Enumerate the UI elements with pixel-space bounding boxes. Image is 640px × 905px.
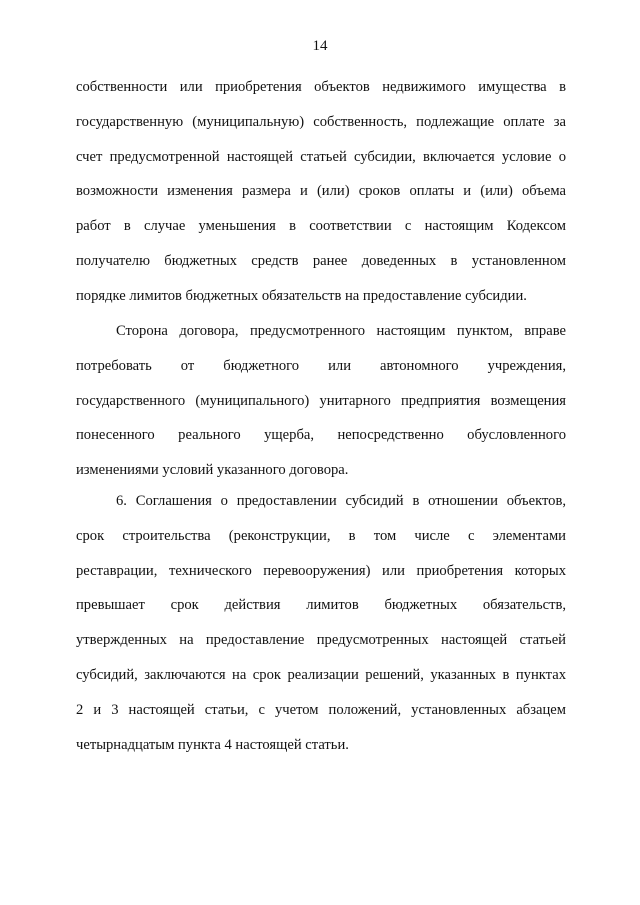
text-line: четырнадцатым пункта 4 настоящей статьи.	[76, 736, 349, 753]
text-line: изменениями условий указанного договора.	[76, 462, 349, 479]
text-line: государственную (муниципальную) собственность, подлежащие оплате за	[76, 113, 566, 130]
text-line: 2 и 3 настоящей статьи, с учетом положений, установленных абзацем	[76, 701, 566, 718]
text-line: получателю бюджетных средств ранее доведенных в установленном	[76, 252, 566, 269]
paragraph-continuation	[76, 70, 566, 314]
page-number: 14	[312, 38, 328, 54]
text-line: субсидий, заключаются на срок реализации решений, указанных в пунктах	[76, 666, 566, 683]
paragraph-item-6	[76, 484, 566, 762]
text-line: срок строительства (реконструкции, в том числе с элементами	[76, 527, 566, 544]
text-line: реставрации, технического перевооружения) или приобретения которых	[76, 562, 566, 579]
text-line: возможности изменения размера и (или) сроков оплаты и (или) объема	[76, 183, 566, 200]
text-line: государственного (муниципального) унитарного предприятия возмещения	[76, 392, 566, 409]
text-line: потребовать от бюджетного или автономного учреждения,	[76, 357, 566, 374]
paragraph-party-claim	[76, 314, 566, 488]
text-line: счет предусмотренной настоящей статьей субсидии, включается условие о	[76, 148, 566, 165]
text-line: превышает срок действия лимитов бюджетных обязательств,	[76, 597, 566, 614]
text-line: утвержденных на предоставление предусмотренных настоящей статьей	[76, 632, 566, 649]
text-line: понесенного реального ущерба, непосредственно обусловленного	[76, 427, 566, 444]
text-line: работ в случае уменьшения в соответствии с настоящим Кодексом	[76, 218, 566, 235]
text-line: Сторона договора, предусмотренного настоящим пунктом, вправе	[116, 323, 566, 339]
text-line: порядке лимитов бюджетных обязательств на предоставление субсидии.	[76, 287, 527, 304]
text-line: собственности или приобретения объектов недвижимого имущества в	[76, 79, 566, 95]
text-line: 6. Соглашения о предоставлении субсидий в отношении объектов,	[116, 493, 566, 509]
